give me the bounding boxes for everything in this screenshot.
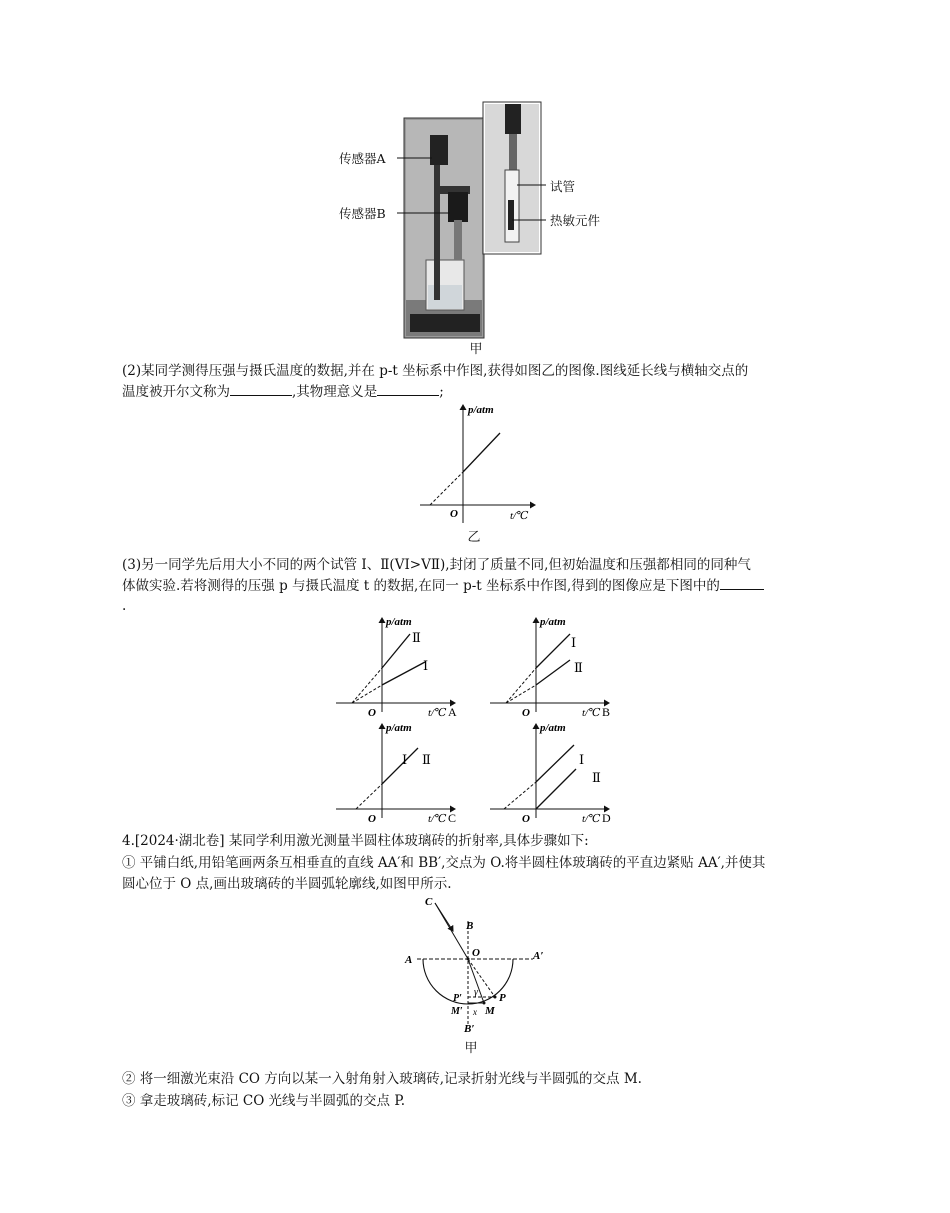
yi-data-line — [463, 433, 500, 472]
label-p: P — [499, 992, 506, 1004]
yi-origin: O — [450, 508, 458, 520]
meaning-answer-blank[interactable] — [377, 395, 439, 396]
q3-line3: . — [122, 598, 127, 614]
d-origin: O — [522, 813, 530, 825]
q2-text-b: ,其物理意义是 — [292, 384, 378, 400]
yi-ylabel: p/atm — [468, 404, 494, 416]
label-p-prime: P′ — [453, 993, 462, 1004]
yi-extension-line — [430, 472, 463, 505]
c-ylabel: p/atm — [386, 722, 412, 734]
a-line-i — [382, 662, 425, 685]
label-a: A — [405, 954, 413, 966]
q4-title: 4.[2024·湖北卷] 某同学利用激光测量半圆柱体玻璃砖的折射率,具体步骤如下: — [122, 833, 589, 849]
q4-step2: ② 将一细激光束沿 CO 方向以某一入射角射入玻璃砖,记录折射光线与半圆弧的交点 M. — [122, 1071, 642, 1087]
a-line-ii — [382, 634, 410, 668]
a-label-ii: Ⅱ — [412, 630, 421, 645]
b-letter: B — [602, 705, 611, 719]
label-o: O — [472, 947, 480, 959]
kelvin-answer-blank[interactable] — [230, 395, 292, 396]
q4-step1-line2: 圆心位于 O 点,画出玻璃砖的半圆弧轮廓线,如图甲所示. — [122, 876, 452, 892]
q2-text-c: ; — [439, 384, 444, 400]
option-graph-b — [484, 612, 634, 724]
d-xlabel: t/℃ — [582, 813, 601, 825]
option-graph-c — [330, 718, 480, 830]
sensor-b-label: 传感器B — [339, 206, 386, 221]
q2-text-a: 温度被开尔文称为 — [122, 384, 230, 400]
c-origin: O — [368, 813, 376, 825]
c-label-i: Ⅰ — [402, 752, 408, 767]
sensor-a-label: 传感器A — [339, 151, 386, 166]
label-c: C — [425, 896, 433, 908]
option-graph-d — [484, 718, 634, 830]
label-gamma: γ — [474, 987, 478, 998]
yi-xlabel: t/℃ — [510, 510, 529, 522]
label-m: M — [485, 1005, 495, 1017]
label-a-prime: A′ — [533, 950, 544, 962]
q2-line2 — [122, 382, 444, 402]
graph-yi-caption: 乙 — [467, 530, 481, 545]
graph-yi — [410, 398, 550, 544]
q3-line2 — [122, 576, 764, 596]
incident-extension — [468, 959, 495, 997]
q4-step3: ③ 拿走玻璃砖,标记 CO 光线与半圆弧的交点 P. — [122, 1093, 405, 1109]
d-label-ii: Ⅱ — [592, 770, 601, 785]
b-xlabel: t/℃ — [582, 707, 601, 719]
refraction-diagram-caption: 甲 — [464, 1041, 478, 1056]
choice-answer-blank[interactable] — [720, 589, 764, 590]
incident-ray — [435, 903, 468, 959]
a-origin: O — [368, 707, 376, 719]
b-ylabel: p/atm — [540, 616, 566, 628]
apparatus-photo — [330, 100, 560, 360]
b-label-i: Ⅰ — [571, 635, 577, 650]
q3-text: 体做实验.若将测得的压强 p 与摄氏温度 t 的数据,在同一 p-t 坐标系中作图,得到的图像应是下图中的 — [122, 578, 720, 594]
d-letter: D — [602, 811, 611, 825]
a-letter: A — [448, 705, 457, 719]
label-b-prime: B′ — [464, 1023, 475, 1035]
d-label-i: Ⅰ — [579, 752, 585, 767]
label-b: B — [466, 920, 474, 932]
b-origin: O — [522, 707, 530, 719]
a-xlabel: t/℃ — [428, 707, 447, 719]
c-xlabel: t/℃ — [428, 813, 447, 825]
photo-caption: 甲 — [469, 342, 483, 357]
q4-step1-line1: ① 平铺白纸,用铅笔画两条互相垂直的直线 AA′和 BB′,交点为 O.将半圆柱体玻璃砖的平直边紧贴 AA′,并使其 — [122, 855, 766, 871]
c-label-ii: Ⅱ — [422, 752, 431, 767]
thermal-element-label: 热敏元件 — [550, 213, 601, 228]
test-tube-label: 试管 — [550, 179, 576, 194]
c-letter: C — [448, 811, 457, 825]
d-ylabel: p/atm — [540, 722, 566, 734]
q3-line1: (3)另一同学先后用大小不同的两个试管 Ⅰ、Ⅱ(VⅠ>VⅡ),封闭了质量不同,但初始温度和压强都相同的同种气 — [122, 557, 751, 573]
b-label-ii: Ⅱ — [574, 660, 583, 675]
q2-line1: (2)某同学测得压强与摄氏温度的数据,并在 p-t 坐标系中作图,获得如图乙的图像.图线延长线与横轴交点的 — [122, 363, 749, 379]
label-x: x — [473, 1007, 477, 1017]
label-m-prime: M′ — [451, 1006, 463, 1017]
a-ylabel: p/atm — [386, 616, 412, 628]
a-label-i: Ⅰ — [423, 658, 429, 673]
